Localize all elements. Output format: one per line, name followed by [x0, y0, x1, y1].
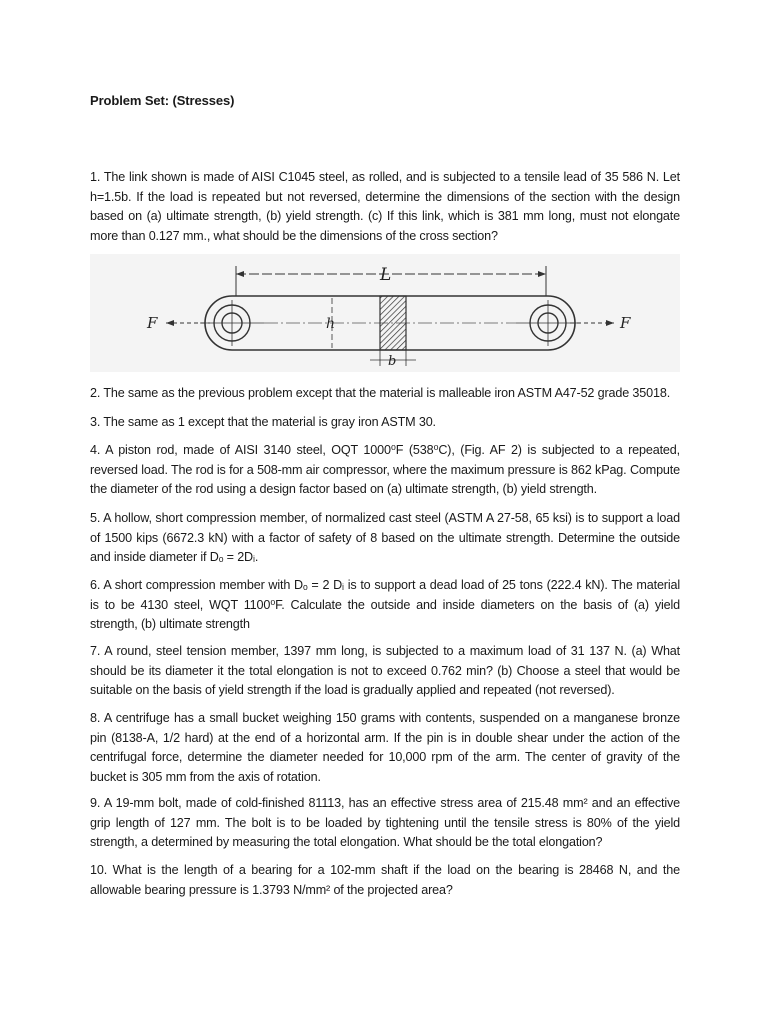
problem-1: 1. The link shown is made of AISI C1045 steel, as rolled, and is subjected to a tensile lead of 35 586 N. Let h=1.5b. If the load is repeated but not reversed, determine the dimensions of the section with the design based on (a) ultimate strength, (b) yield strength. (c) If this link, which is 381 mm long, must not elongate more than 0.127 mm., what should be the dimensions of the cross section? [90, 170, 680, 243]
problem-3: 3. The same as 1 except that the material is gray iron ASTM 30. [90, 415, 436, 429]
problem-8: 8. A centrifuge has a small bucket weighing 150 grams with contents, suspended on a manganese bronze pin (8138-A, 1/2 hard) at the end of a horizontal arm. If the pin is in double shear under the action of the centrifugal force, determine the diameter needed for 10,000 rpm of the arm. The center of gravity of the bucket is 305 mm from the axis of rotation. [90, 711, 680, 784]
link-diagram [90, 254, 680, 372]
problem-5: 5. A hollow, short compression member, of normalized cast steel (ASTM A 27-58, 65 ksi) is to support a load of 1500 kips (6672.3 kN) with a factor of safety of 8 based on the ultimate strength. Determine the outside and inside diameter if Dₒ = 2Dᵢ. [90, 511, 680, 565]
force-left-arrow [166, 320, 174, 326]
cross-section-hatched [380, 296, 406, 350]
force-right-label: F [620, 314, 631, 332]
height-label: h [326, 316, 336, 332]
problem-2: 2. The same as the previous problem except that the material is malleable iron ASTM A47-52 grade 35018. [90, 386, 671, 400]
problem-6: 6. A short compression member with Dₒ = 2 Dᵢ is to support a dead load of 25 tons (222.4 kN). The material is to be 4130 steel, WQT 1100⁰F. Calculate the outside and inside diameters on the basis of (a) yield strength, (b) ultimate strength [90, 578, 680, 632]
problem-9: 9. A 19-mm bolt, made of cold-finished 81113, has an effective stress area of 215.48 mm² and an effective grip length of 127 mm. The bolt is to be loaded by tightening until the tensile stress is 80% of the yield strength, a determined by measuring the total elongation. What should be the total elongation? [90, 796, 680, 850]
page-title: Problem Set: (Stresses) [90, 93, 235, 108]
width-label: b [388, 354, 397, 369]
length-arrow-left [236, 271, 244, 277]
length-arrow-right [538, 271, 546, 277]
problem-4: 4. A piston rod, made of AISI 3140 steel, OQT 1000⁰F (538⁰C), (Fig. AF 2) is subjected to a repeated, reversed load. The rod is for a 508-mm air compressor, where the maximum pressure is 862 kPag. Compute the diameter of the rod using a design factor based on (a) ultimate strength, (b) yield strength. [90, 443, 680, 497]
problem-10: 10. What is the length of a bearing for a 102-mm shaft if the load on the bearing is 28468 N, and the allowable bearing pressure is 1.3793 N/mm² of the projected area? [90, 863, 680, 897]
length-label: L [380, 265, 392, 285]
force-left-label: F [147, 314, 158, 332]
force-right-arrow [606, 320, 614, 326]
link-diagram-svg [90, 254, 680, 372]
problem-7: 7. A round, steel tension member, 1397 mm long, is subjected to a maximum load of 31 137 N. (a) What should be its diameter it the total elongation is not to exceed 0.762 min? (b) Choose a steel that would be suitable on the basis of yield strength if the load is gradually applied and repeated (not reversed). [90, 644, 680, 698]
